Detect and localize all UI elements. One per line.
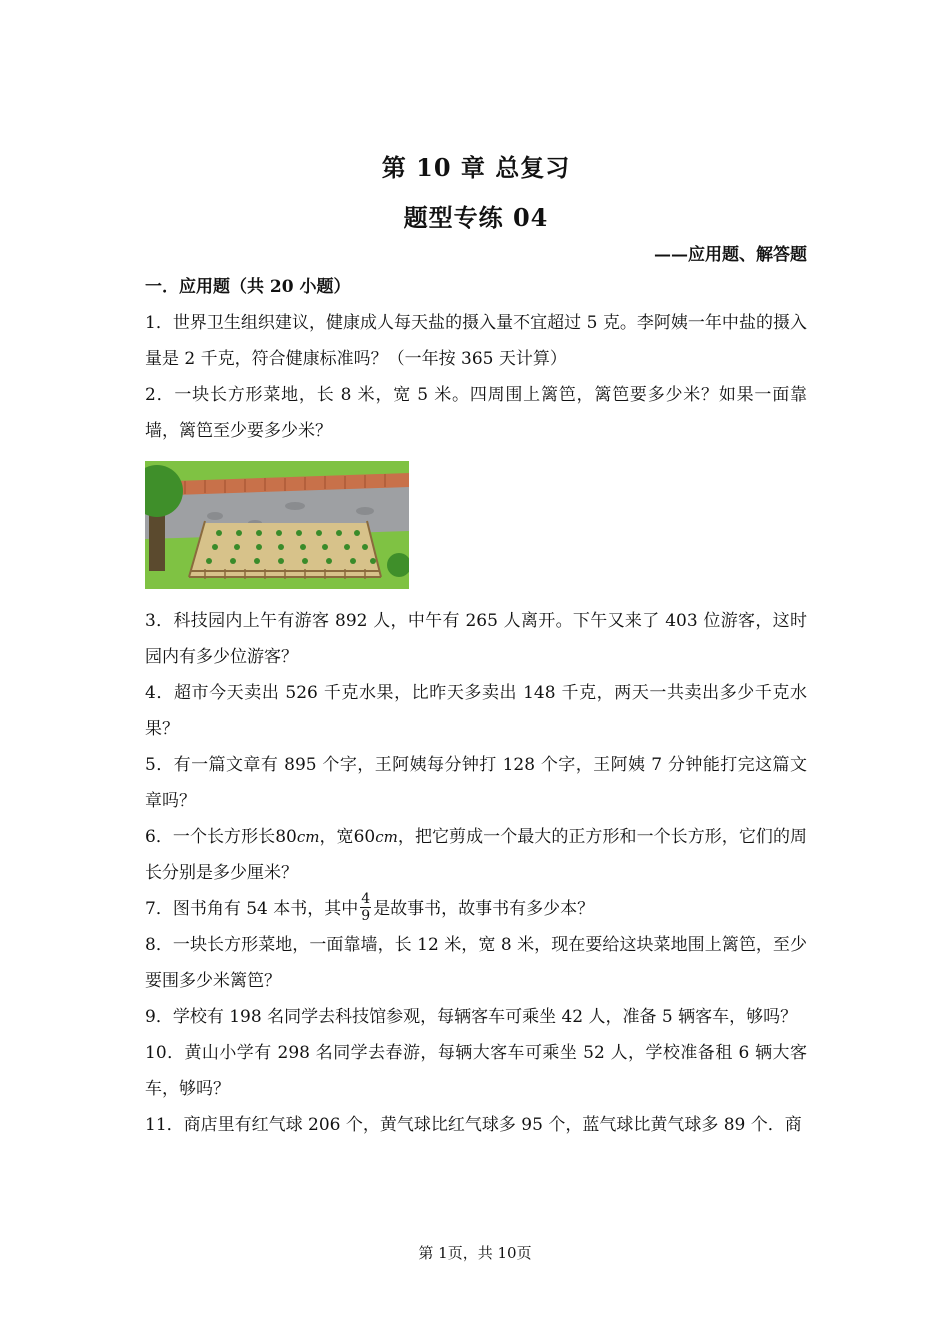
question-7-part2: 是故事书，故事书有多少本？	[373, 899, 595, 919]
question-2: 2．一块长方形菜地，长 8 米，宽 5 米。四周围上篱笆，篱笆要多少米？如果一面靠墙，篱笆至少要多少米？	[145, 385, 807, 441]
question-1: 1．世界卫生组织建议，健康成人每天盐的摄入量不宜超过 5 克。李阿姨一年中盐的摄入量是 2 千克，符合健康标准吗？（一年按 365 天计算）	[145, 313, 807, 369]
question-3: 3．科技园内上午有游客 892 人，中午有 265 人离开。下午又来了 403 位游客，这时园内有多少位游客？	[145, 611, 807, 667]
question-6-unit-length: cm	[296, 828, 320, 846]
question-7-part1: 7．图书角有 54 本书，其中	[145, 899, 359, 919]
question-6	[145, 819, 807, 891]
question-7	[145, 891, 807, 927]
fraction	[360, 891, 371, 924]
question-6-part3: ，把它剪成一个最大的正方形和一个长方形，它们的周长分别是多少厘米？	[145, 827, 807, 883]
fraction-numerator: 4	[361, 891, 371, 907]
question-6-unit-width: cm	[375, 828, 398, 846]
section-heading: 一．应用题（共 20 小题）	[145, 277, 351, 297]
question-4: 4．超市今天卖出 526 千克水果，比昨天多卖出 148 千克，两天一共卖出多少千克水果？	[145, 683, 807, 739]
question-11: 11．商店里有红气球 206 个，黄气球比红气球多 95 个，蓝气球比黄气球多 89 个．商	[145, 1115, 802, 1135]
question-5: 5．有一篇文章有 895 个字，王阿姨每分钟打 128 个字，王阿姨 7 分钟能打完这篇文章吗？	[145, 755, 807, 811]
question-6-part2: ，宽	[319, 827, 354, 847]
question-10: 10．黄山小学有 298 名同学去春游，每辆大客车可乘坐 52 人，学校准备租 6 辆大客车，够吗？	[145, 1043, 807, 1099]
practice-title: 题型专练 04	[403, 203, 549, 232]
page-footer: 第 1页，共 10页	[418, 1244, 532, 1262]
topic-note: ——应用题、解答题	[654, 245, 807, 265]
question-list	[145, 305, 807, 1143]
question-6-width: 60	[353, 827, 376, 847]
question-6-part1: 6．一个长方形长	[145, 827, 276, 847]
question-6-length: 80	[275, 827, 297, 847]
vegetable-garden-illustration	[145, 461, 409, 589]
chapter-title: 第 10 章 总复习	[381, 153, 571, 182]
question-8: 8．一块长方形菜地，一面靠墙，长 12 米，宽 8 米，现在要给这块菜地围上篱笆，至少要围多少米篱笆？	[145, 935, 807, 991]
question-9: 9．学校有 198 名同学去科技馆参观，每辆客车可乘坐 42 人，准备 5 辆客车，够吗？	[145, 1007, 798, 1027]
fraction-denominator: 9	[361, 908, 371, 924]
